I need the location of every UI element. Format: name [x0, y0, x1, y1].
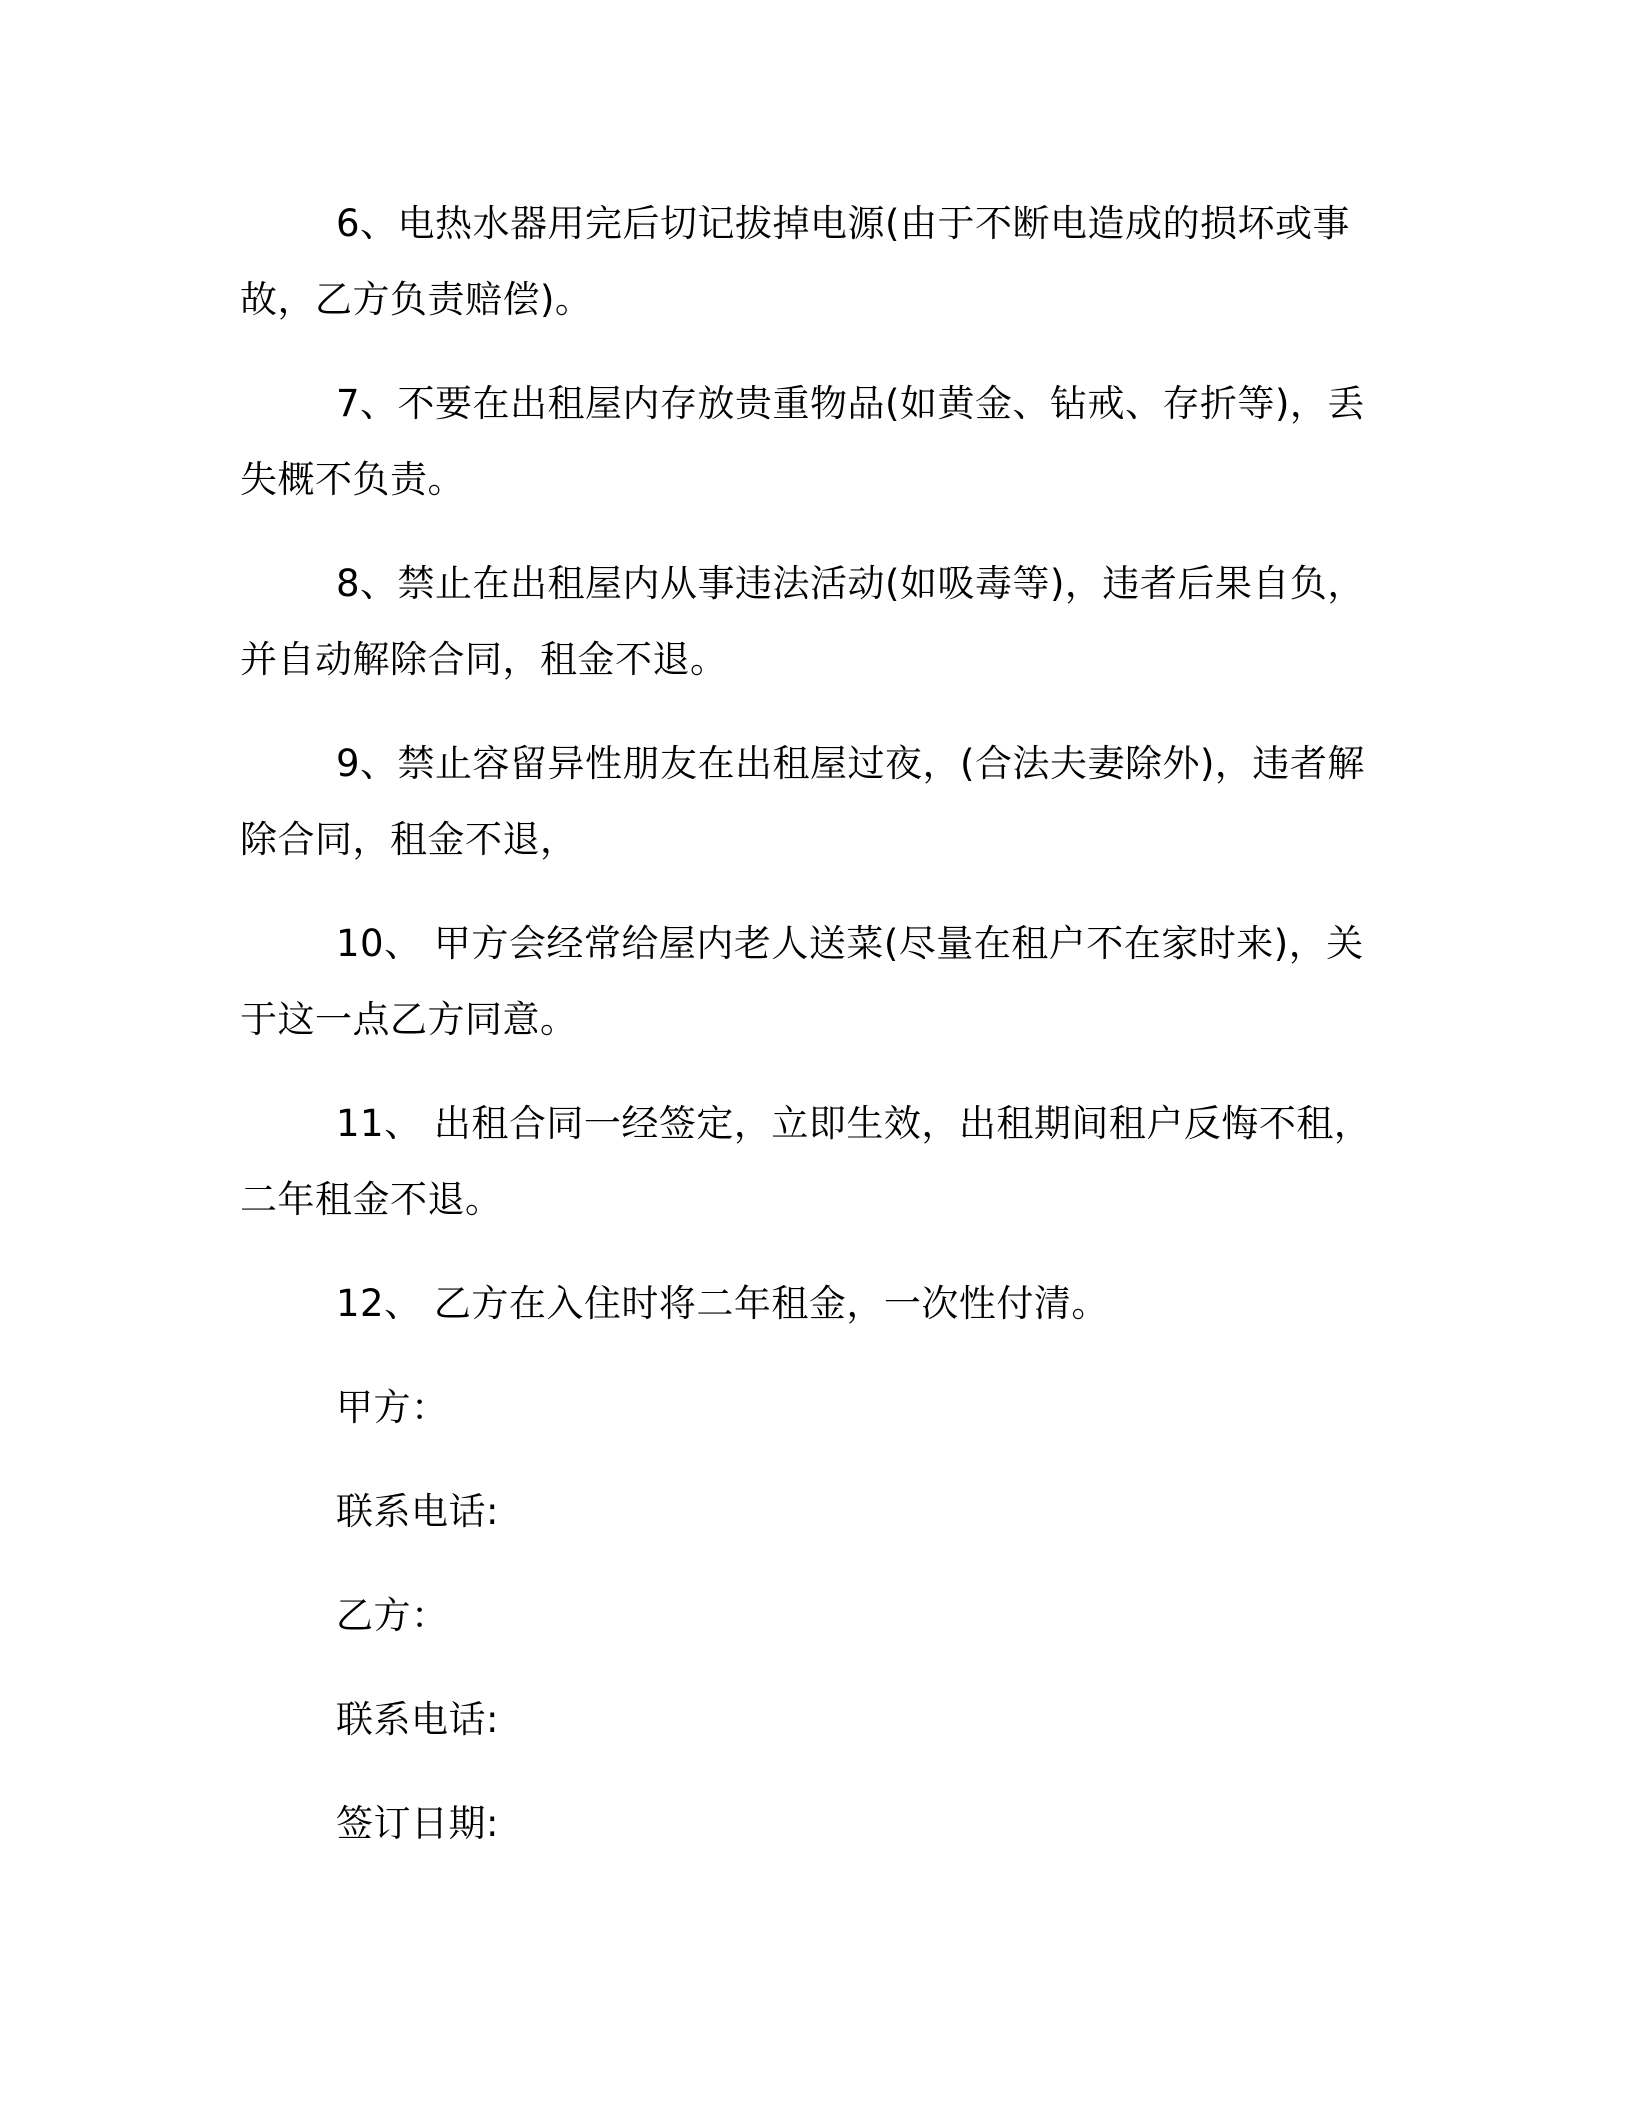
sign-date-label: 签订日期:	[336, 1802, 499, 1845]
clause-11: 11、 出租合同一经签定，立即生效，出租期间租户反悔不租，二年租金不退。	[240, 1102, 1372, 1221]
party-a-label: 甲方：	[336, 1386, 449, 1429]
clause-6: 6、电热水器用完后切记拔掉电源(由于不断电造成的损坏或事故，乙方负责赔偿)。	[240, 202, 1350, 321]
clause-12: 12、 乙方在入住时将二年租金，一次性付清。	[336, 1282, 1109, 1325]
party-b-phone-label: 联系电话:	[336, 1698, 499, 1741]
clause-8: 8、禁止在出租屋内从事违法活动(如吸毒等)，违者后果自负，并自动解除合同，租金不退。	[240, 562, 1365, 681]
party-a-phone-label: 联系电话:	[336, 1490, 499, 1533]
document-page	[240, 186, 1390, 1890]
clause-9: 9、禁止容留异性朋友在出租屋过夜，(合法夫妻除外)，违者解除合同，租金不退，	[240, 742, 1365, 861]
party-b-label: 乙方：	[336, 1594, 449, 1637]
clause-10: 10、 甲方会经常给屋内老人送菜(尽量在租户不在家时来)，关于这一点乙方同意。	[240, 922, 1364, 1041]
clause-7: 7、不要在出租屋内存放贵重物品(如黄金、钻戒、存折等)，丢失概不负责。	[240, 382, 1365, 501]
signature-block	[240, 1370, 1390, 1862]
